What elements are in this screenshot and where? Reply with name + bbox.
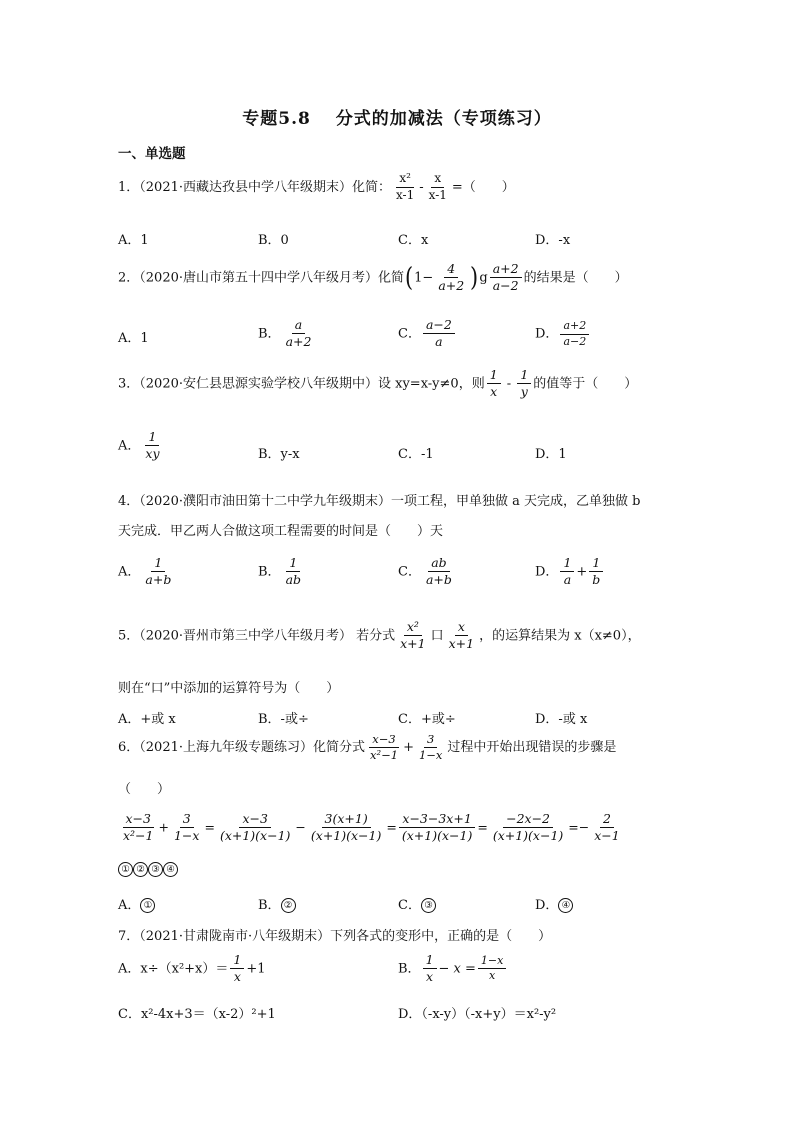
option-1c[interactable]: C．x: [398, 233, 429, 248]
option-2a[interactable]: A．1: [118, 331, 149, 346]
question-7: 7．（2021·甘肃陇南市·八年级期末）下列各式的变形中，正确的是（ ）: [118, 929, 552, 944]
option-3a[interactable]: A． $\frac{1}{xy}$: [118, 429, 160, 462]
plus-sign: +: [403, 740, 414, 756]
question-2: 2．（2020·唐山市第五十四中学八年级月考）化简(1− $\frac{4}{a+2}$ )g $\frac{a+2}{a-2}$ 的结果是（ ）: [118, 261, 628, 294]
question-4-line-2: 天完成．甲乙两人合做这项工程需要的时间是（ ）天: [118, 524, 444, 539]
option-1a[interactable]: A．1: [118, 233, 149, 248]
step-frac: $\frac{3(x+1)}{(x+1)(x-1)}$: [310, 811, 382, 844]
step-frac: $\frac{2}{x-1}$: [594, 811, 620, 844]
option-5d[interactable]: D．-或 x: [535, 712, 588, 727]
question-6-step-marks: [118, 862, 178, 877]
question-2-inner: 1−: [414, 270, 434, 286]
option-7c[interactable]: C．x²-4x+3＝（x-2）²+1: [118, 1007, 276, 1022]
option-2c[interactable]: C． $\frac{a-2}{a}$: [398, 318, 457, 350]
step-frac: $\frac{x-3-3x+1}{(x+1)(x-1)}$: [399, 812, 475, 844]
question-4-line-1: 4．（2020·濮阳市油田第十二中学九年级期末）一项工程，甲单独做 a 天完成，乙单独做 b: [118, 494, 641, 509]
question-6-stem: 6．（2021·上海九年级专题练习）化简分式: [118, 740, 365, 756]
question-2-mid: g: [479, 270, 488, 286]
step-frac: $\frac{x-3}{\text{x²−1}}$: [123, 811, 154, 844]
minus-sign: -: [419, 179, 424, 195]
question-3-suffix: 的值等于（ ）: [533, 376, 638, 392]
question-1-suffix: =（ ）: [451, 179, 515, 195]
option-5c[interactable]: C．+或÷: [398, 712, 456, 727]
option-6d[interactable]: D． ④: [535, 894, 573, 913]
option-2d[interactable]: D． $\frac{a+2}{a-2}$: [535, 320, 591, 348]
question-5-stem: 5．（2020·晋州市第三中学八年级月考） 若分式: [118, 628, 396, 644]
option-2b[interactable]: B． $\frac{a}{a+2}$: [258, 317, 312, 350]
option-6a[interactable]: A． ①: [118, 894, 155, 913]
step-mark: ①: [118, 862, 133, 877]
question-3-frac-1: $\frac{1}{x}$: [487, 368, 501, 400]
question-2-suffix: 的结果是（ ）: [523, 270, 628, 286]
page-title: 专题5.8 分式的加减法（专项练习）: [242, 109, 552, 129]
option-6b[interactable]: B． ②: [258, 894, 296, 913]
question-2-frac-2: $\frac{a+2}{a-2}$: [490, 262, 522, 294]
question-2-frac-1: $\frac{4}{a+2}$: [438, 261, 465, 294]
question-2-stem: 2．（2020·唐山市第五十四中学八年级月考）化简: [118, 270, 404, 286]
question-1-frac-2: $\frac{x}{x-1}$: [428, 171, 447, 202]
option-4d[interactable]: D． $\frac{1}{a}$ + $\frac{1}{b}$: [535, 556, 605, 588]
step-mark: ③: [148, 862, 163, 877]
option-3c[interactable]: C．-1: [398, 447, 434, 462]
section-heading: 一、单选题: [118, 146, 186, 162]
question-5: [118, 620, 641, 652]
step-frac: $\frac{-2x-2}{(x+1)(x-1)}$: [492, 811, 564, 844]
question-6-frac-1: $\frac{x-3}{\text{x²−1}}$: [370, 732, 399, 763]
option-4b[interactable]: B． $\frac{1}{ab}$: [258, 555, 302, 588]
question-6-line-2: （ ）: [118, 782, 171, 797]
option-5a[interactable]: A．+或 x: [118, 712, 176, 727]
question-6: [118, 733, 616, 762]
question-5-frac-2: $\frac{x}{x+1}$: [448, 619, 475, 652]
option-4c[interactable]: C． $\frac{ab}{a+b}$: [398, 555, 452, 588]
option-4a[interactable]: A． $\frac{1}{a+b}$: [118, 555, 172, 588]
option-1d[interactable]: D．-x: [535, 233, 571, 248]
question-1-stem: 1．（2021·西藏达孜县中学八年级期末）化简：: [118, 179, 391, 195]
question-5-line-2: 则在“口”中添加的运算符号为（ ）: [118, 681, 340, 696]
question-6-suffix: 过程中开始出现错误的步骤是: [447, 740, 617, 756]
option-1b[interactable]: B．0: [258, 233, 289, 248]
step-mark: ④: [163, 862, 178, 877]
question-6-frac-2: $\frac{3}{1-x}$: [418, 732, 443, 763]
option-3d[interactable]: D．1: [535, 447, 567, 462]
operator-box: 口: [430, 628, 444, 644]
question-3: [118, 368, 637, 400]
question-6-steps: $\frac{x-3}{\text{x²−1}}$ + $\frac{3}{1-x}$ = $\frac{x-3}{(x+1)(x-1)}$ − $\frac{3(x+1)}{(x+1)(x-1)}$ = $\frac{x-3-3x+1}{(x+1)(x-1)}$ = $\frac{-2x-2}{(x+1)(x-1)}$ =− $\frac{2}{x-1}$: [118, 812, 625, 844]
option-3b[interactable]: B．y-x: [258, 447, 300, 462]
option-5b[interactable]: B．-或÷: [258, 712, 309, 727]
option-7a[interactable]: A．x÷（x²+x）＝ $\frac{1}{x}$ +1: [118, 952, 266, 985]
step-frac: $\frac{x-3}{(x+1)(x-1)}$: [219, 811, 291, 844]
question-5-frac-1: $\frac{\text{x²}}{x+1}$: [400, 619, 426, 652]
question-1: [118, 172, 515, 203]
option-7b[interactable]: B． $\frac{1}{x}$ − x = $\frac{1-x}{x}$: [398, 953, 508, 985]
step-frac: $\frac{3}{1-x}$: [173, 811, 200, 844]
option-7d[interactable]: D．（-x-y）（-x+y）＝x²-y²: [398, 1007, 557, 1022]
question-1-frac-1: $\frac{\text{x²}}{x-1}$: [396, 171, 415, 202]
minus-sign: -: [502, 376, 516, 392]
question-3-stem: 3．（2020·安仁县思源实验学校八年级期中）设 xy=x-y≠0，则: [118, 376, 485, 392]
question-3-frac-2: $\frac{1}{y}$: [517, 368, 531, 400]
option-6c[interactable]: C． ③: [398, 894, 436, 913]
question-5-suffix: ，的运算结果为 x（x≠0），: [479, 628, 641, 644]
step-mark: ②: [133, 862, 148, 877]
